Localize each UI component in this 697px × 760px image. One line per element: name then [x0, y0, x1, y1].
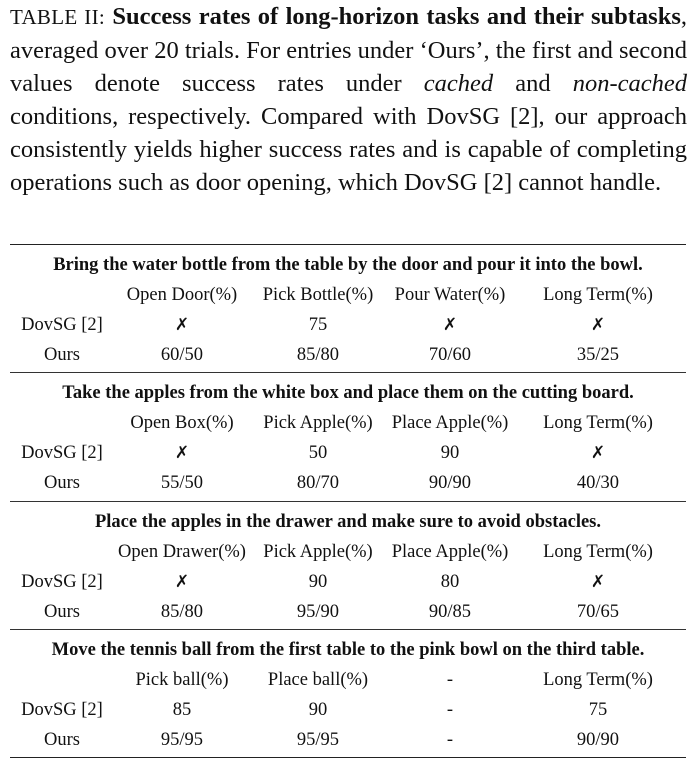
task-1-row-dovsg-cell-2: 75: [308, 315, 328, 335]
task-4-row-ours-cell-4: 90/90: [576, 730, 620, 750]
task-4-row-dovsg-cell-2: 90: [308, 700, 328, 720]
task-2-title: Take the apples from the white box and place them on the cutting board.: [62, 383, 634, 403]
task-divider-2: [10, 501, 686, 502]
task-4-row-dovsg-cell-4: 75: [588, 700, 608, 720]
task-3-header-2: Pick Apple(%): [263, 542, 373, 562]
task-4-row-dovsg-cell-3: -: [446, 700, 454, 720]
task-2-header-2: Pick Apple(%): [263, 413, 373, 433]
task-3-row-dovsg-cell-3: 80: [440, 572, 460, 592]
task-1-row-dovsg-cell-3: ✗: [442, 315, 458, 335]
task-3-row-ours-method: Ours: [44, 602, 80, 622]
caption-text-3: conditions, respectively. Compared with DovSG [2], our approach consistently yields higher success rates and is capable of completing operations such as door opening, which DovSG [2] cannot handle.: [10, 103, 687, 196]
task-4-row-dovsg-method: DovSG [2]: [21, 700, 103, 720]
table-top-rule: [10, 244, 686, 245]
caption-text-2: and: [493, 70, 573, 97]
task-2-row-ours-cell-1: 55/50: [160, 473, 204, 493]
task-2-header-1: Open Box(%): [130, 413, 234, 433]
task-2-row-dovsg-cell-1: ✗: [174, 443, 190, 463]
table-caption: [10, 0, 687, 199]
task-1-header-4: Long Term(%): [543, 285, 653, 305]
task-1-title: Bring the water bottle from the table by the door and pour it into the bowl.: [53, 255, 643, 275]
task-4-header-1: Pick ball(%): [135, 670, 229, 690]
task-3-row-dovsg-cell-1: ✗: [174, 572, 190, 592]
task-1-header-3: Pour Water(%): [394, 285, 506, 305]
task-2-row-ours-cell-4: 40/30: [576, 473, 620, 493]
task-1-row-ours-cell-2: 85/80: [296, 345, 340, 365]
task-3-row-ours-cell-3: 90/85: [428, 602, 472, 622]
task-2-row-dovsg-method: DovSG [2]: [21, 443, 103, 463]
task-3-header-4: Long Term(%): [543, 542, 653, 562]
task-4-header-2: Place ball(%): [267, 670, 369, 690]
task-4-header-3: -: [446, 670, 454, 690]
task-1-row-ours-cell-4: 35/25: [576, 345, 620, 365]
task-2-row-ours-method: Ours: [44, 473, 80, 493]
table-bottom-rule: [10, 757, 686, 758]
task-2-row-dovsg-cell-2: 50: [308, 443, 328, 463]
task-1-row-dovsg-method: DovSG [2]: [21, 315, 103, 335]
caption-title: Success rates of long-horizon tasks and their subtasks: [112, 3, 681, 30]
task-3-header-1: Open Drawer(%): [118, 542, 246, 562]
task-4-title: Move the tennis ball from the first table to the pink bowl on the third table.: [51, 640, 645, 660]
task-3-header-3: Place Apple(%): [391, 542, 509, 562]
task-4-row-dovsg-cell-1: 85: [172, 700, 192, 720]
table-label: TABLE II:: [10, 5, 105, 29]
task-1-row-dovsg-cell-1: ✗: [174, 315, 190, 335]
task-divider-1: [10, 372, 686, 373]
task-4-row-ours-method: Ours: [44, 730, 80, 750]
task-4-row-ours-cell-1: 95/95: [160, 730, 204, 750]
task-2-row-ours-cell-3: 90/90: [428, 473, 472, 493]
task-2-row-dovsg-cell-3: 90: [440, 443, 460, 463]
task-3-row-dovsg-cell-2: 90: [308, 572, 328, 592]
task-2-row-dovsg-cell-4: ✗: [590, 443, 606, 463]
task-2-header-3: Place Apple(%): [391, 413, 509, 433]
task-2-row-ours-cell-2: 80/70: [296, 473, 340, 493]
task-4-header-4: Long Term(%): [543, 670, 653, 690]
task-3-title: Place the apples in the drawer and make sure to avoid obstacles.: [94, 512, 601, 532]
task-3-row-dovsg-method: DovSG [2]: [21, 572, 103, 592]
task-3-row-ours-cell-4: 70/65: [576, 602, 620, 622]
task-3-row-ours-cell-2: 95/90: [296, 602, 340, 622]
task-3-row-ours-cell-1: 85/80: [160, 602, 204, 622]
task-1-row-dovsg-cell-4: ✗: [590, 315, 606, 335]
task-1-row-ours-cell-3: 70/60: [428, 345, 472, 365]
task-2-header-4: Long Term(%): [543, 413, 653, 433]
task-1-header-1: Open Door(%): [126, 285, 238, 305]
caption-italic-cached: cached: [423, 70, 494, 97]
task-4-row-ours-cell-2: 95/95: [296, 730, 340, 750]
task-divider-3: [10, 629, 686, 630]
caption-italic-non-cached: non-cached: [572, 70, 687, 97]
task-1-row-ours-cell-1: 60/50: [160, 345, 204, 365]
task-4-row-ours-cell-3: -: [446, 730, 454, 750]
task-3-row-dovsg-cell-4: ✗: [590, 572, 606, 592]
task-1-header-2: Pick Bottle(%): [262, 285, 374, 305]
caption-text-1: , averaged over 20 trials. For entries under ‘Ours’, the first and second values denote success rates under: [10, 3, 687, 97]
task-1-row-ours-method: Ours: [44, 345, 80, 365]
